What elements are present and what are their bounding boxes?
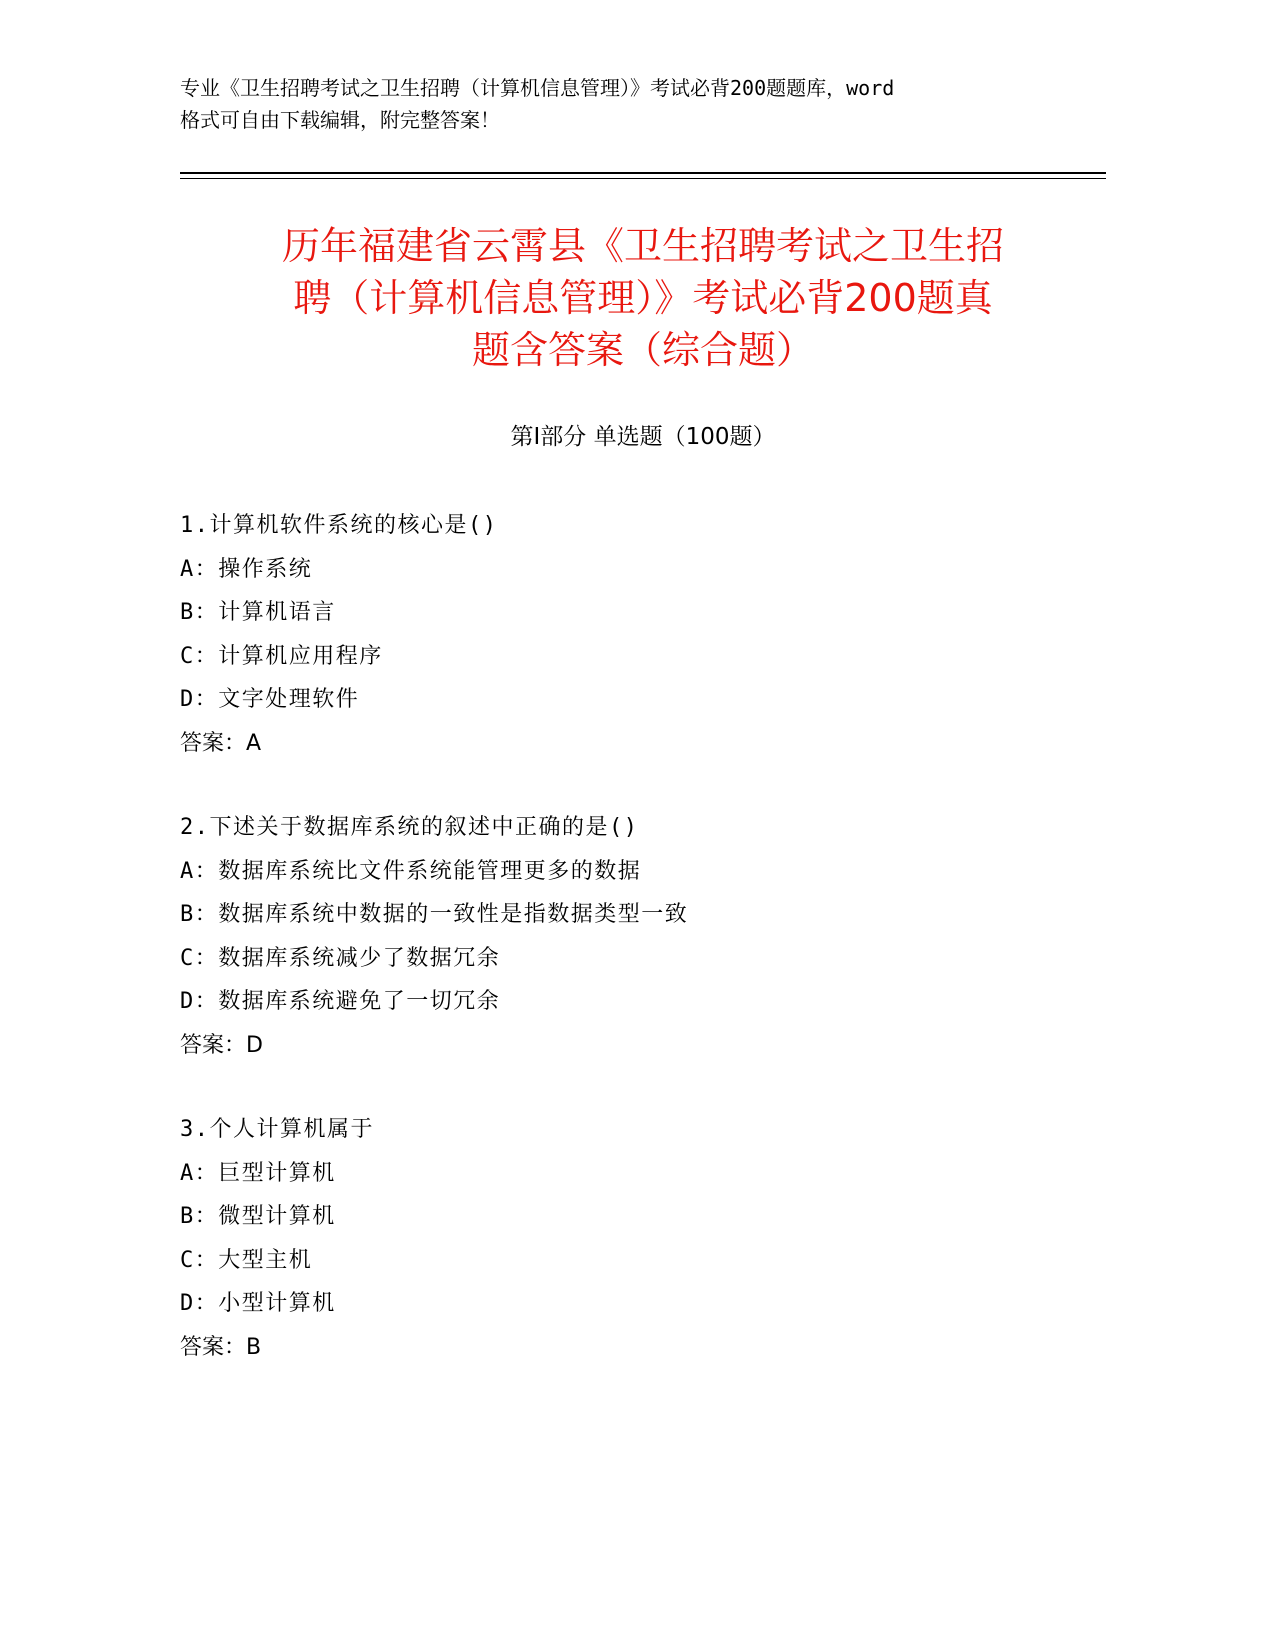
question-stem: 3.个人计算机属于 (180, 1117, 374, 1142)
option-c: C：大型主机 (180, 1247, 313, 1273)
option-b: B：计算机语言 (180, 600, 336, 625)
document-title-line-1: 历年福建省云霄县《卫生招聘考试之卫生招 (281, 224, 1004, 268)
question-item (180, 504, 1106, 765)
answer: 答案：D (180, 1032, 263, 1058)
option-a: A：巨型计算机 (180, 1160, 336, 1186)
question-list (180, 504, 1106, 1410)
question-item (180, 1108, 1106, 1369)
question-stem: 2.下述关于数据库系统的叙述中正确的是() (180, 815, 639, 840)
question-item (180, 806, 1106, 1067)
header-note-line-2: 格式可自由下载编辑，附完整答案！ (180, 108, 500, 132)
question-stem: 1.计算机软件系统的核心是() (180, 513, 498, 538)
document-title-line-3: 题含答案（综合题） (471, 328, 814, 372)
answer: 答案：A (180, 730, 262, 756)
option-a: A：操作系统 (180, 556, 313, 582)
option-c: C：数据库系统减少了数据冗余 (180, 945, 501, 971)
document-title (180, 220, 1106, 376)
answer: 答案：B (180, 1334, 262, 1360)
option-c: C：计算机应用程序 (180, 643, 383, 669)
header-rule-thin (180, 178, 1106, 179)
option-d: D：数据库系统避免了一切冗余 (180, 989, 501, 1014)
document-title-line-2: 聘（计算机信息管理）》考试必背200题真 (293, 276, 993, 320)
option-b: B：微型计算机 (180, 1204, 336, 1229)
option-d: D：文字处理软件 (180, 687, 360, 712)
option-b: B：数据库系统中数据的一致性是指数据类型一致 (180, 902, 689, 927)
option-d: D：小型计算机 (180, 1291, 336, 1316)
option-a: A：数据库系统比文件系统能管理更多的数据 (180, 858, 642, 884)
header-note-line-1: 专业《卫生招聘考试之卫生招聘（计算机信息管理）》考试必背200题题库，word (180, 76, 895, 100)
header-note (180, 72, 1080, 136)
header-rule-thick (180, 172, 1106, 174)
section-title: 第Ⅰ部分 单选题（100题） (510, 424, 776, 450)
